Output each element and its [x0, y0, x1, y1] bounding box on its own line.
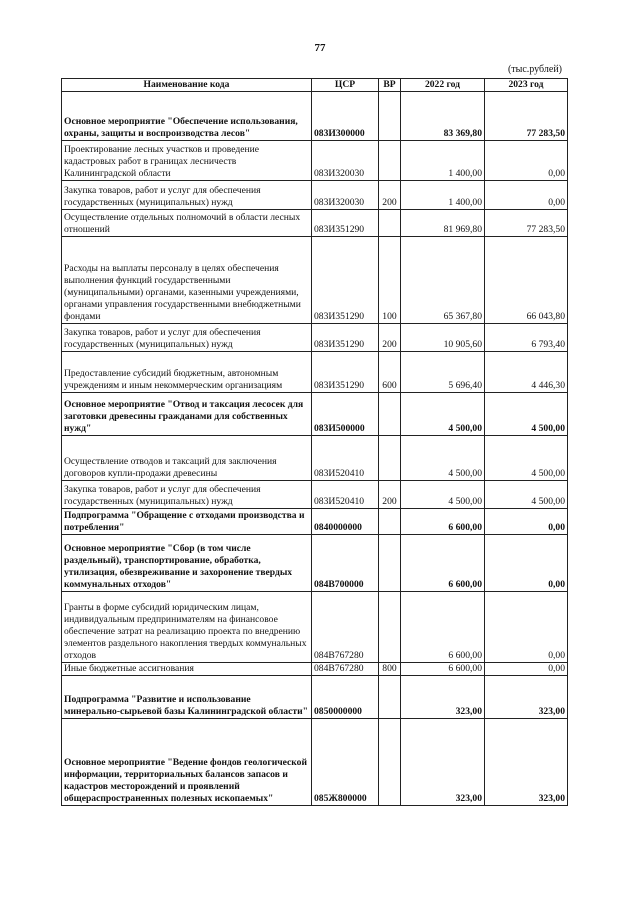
table-header-row [62, 79, 568, 92]
row-vr [379, 393, 401, 436]
row-name: Подпрограмма "Обращение с отходами производства и потребления" [62, 509, 312, 535]
row-name: Осуществление отдельных полномочий в области лесных отношений [62, 210, 312, 237]
row-2023: 4 500,00 [485, 481, 568, 509]
row-2022: 83 369,80 [401, 92, 485, 141]
units-label: (тыс.рублей) [507, 64, 562, 75]
row-vr [379, 92, 401, 141]
page-number: 77 [314, 42, 326, 54]
row-csr: 083И351290 [312, 324, 379, 352]
row-2023: 0,00 [485, 181, 568, 210]
row-vr [379, 719, 401, 806]
row-2023: 0,00 [485, 509, 568, 535]
row-name: Расходы на выплаты персоналу в целях обеспечения выполнения функций государственными (муниципальными) органами, казенными учреждениями, органами управления государственными внебюджетными фондами [62, 237, 312, 324]
table-row [62, 592, 568, 663]
row-name: Основное мероприятие "Сбор (в том числе раздельный), транспортирование, обработка, утилизация, обезвреживание и захоронение твердых коммунальных отходов" [62, 535, 312, 592]
row-name: Закупка товаров, работ и услуг для обеспечения государственных (муниципальных) нужд [62, 481, 312, 509]
row-2022: 6 600,00 [401, 509, 485, 535]
row-csr: 083И351290 [312, 352, 379, 393]
table-row [62, 436, 568, 481]
row-2022: 4 500,00 [401, 481, 485, 509]
row-2023: 0,00 [485, 592, 568, 663]
row-csr: 083И300000 [312, 92, 379, 141]
table-row [62, 676, 568, 719]
row-2023: 66 043,80 [485, 237, 568, 324]
row-vr [379, 676, 401, 719]
table-row [62, 535, 568, 592]
row-2022: 6 600,00 [401, 663, 485, 676]
table-row [62, 663, 568, 676]
row-vr: 600 [379, 352, 401, 393]
row-name: Закупка товаров, работ и услуг для обеспечения государственных (муниципальных) нужд [62, 181, 312, 210]
row-name: Иные бюджетные ассигнования [62, 663, 312, 676]
row-csr: 084В700000 [312, 535, 379, 592]
row-csr: 083И320030 [312, 141, 379, 181]
row-vr: 200 [379, 181, 401, 210]
row-vr [379, 535, 401, 592]
row-vr: 800 [379, 663, 401, 676]
row-csr: 083И500000 [312, 393, 379, 436]
row-vr [379, 141, 401, 181]
row-2023: 77 283,50 [485, 92, 568, 141]
row-2022: 6 600,00 [401, 592, 485, 663]
table-row [62, 324, 568, 352]
table-row [62, 141, 568, 181]
row-2023: 323,00 [485, 719, 568, 806]
row-csr: 083И520410 [312, 436, 379, 481]
row-csr: 083И520410 [312, 481, 379, 509]
row-name: Предоставление субсидий бюджетным, автономным учреждениям и иным некоммерческим организациям [62, 352, 312, 393]
row-2022: 10 905,60 [401, 324, 485, 352]
header-2022: 2022 год [401, 79, 485, 92]
header-name: Наименование кода [62, 79, 312, 92]
row-2022: 4 500,00 [401, 393, 485, 436]
table-row [62, 509, 568, 535]
row-name: Основное мероприятие "Обеспечение использования, охраны, защиты и воспроизводства лесов" [62, 92, 312, 141]
row-2022: 323,00 [401, 676, 485, 719]
row-2022: 1 400,00 [401, 141, 485, 181]
row-name: Основное мероприятие "Ведение фондов геологической информации, территориальных балансов запасов и кадастров месторождений и проявлений общераспространенных полезных ископаемых" [62, 719, 312, 806]
row-2023: 0,00 [485, 535, 568, 592]
row-vr: 100 [379, 237, 401, 324]
table-row [62, 237, 568, 324]
row-vr [379, 436, 401, 481]
header-2023: 2023 год [485, 79, 568, 92]
table-row [62, 352, 568, 393]
table-row [62, 210, 568, 237]
row-2023: 4 446,30 [485, 352, 568, 393]
row-2023: 6 793,40 [485, 324, 568, 352]
table-row [62, 719, 568, 806]
row-name: Осуществление отводов и таксаций для заключения договоров купли-продажи древесины [62, 436, 312, 481]
row-csr: 083И351290 [312, 210, 379, 237]
row-csr: 084В767280 [312, 592, 379, 663]
row-csr: 0850000000 [312, 676, 379, 719]
row-name: Подпрограмма "Развитие и использование минерально-сырьевой базы Калининградской области" [62, 676, 312, 719]
row-2022: 6 600,00 [401, 535, 485, 592]
row-vr: 200 [379, 324, 401, 352]
row-vr [379, 210, 401, 237]
row-2022: 4 500,00 [401, 436, 485, 481]
row-name: Основное мероприятие "Отвод и таксация лесосек для заготовки древесины гражданами для собственных нужд" [62, 393, 312, 436]
row-2023: 77 283,50 [485, 210, 568, 237]
row-2022: 1 400,00 [401, 181, 485, 210]
row-2022: 65 367,80 [401, 237, 485, 324]
row-vr [379, 592, 401, 663]
row-2023: 323,00 [485, 676, 568, 719]
header-csr: ЦСР [312, 79, 379, 92]
row-2022: 5 696,40 [401, 352, 485, 393]
table-row [62, 481, 568, 509]
row-csr: 084В767280 [312, 663, 379, 676]
row-vr [379, 509, 401, 535]
row-vr: 200 [379, 481, 401, 509]
row-2022: 323,00 [401, 719, 485, 806]
row-csr: 0840000000 [312, 509, 379, 535]
row-2023: 0,00 [485, 141, 568, 181]
row-csr: 083И351290 [312, 237, 379, 324]
row-2023: 0,00 [485, 663, 568, 676]
row-csr: 083И320030 [312, 181, 379, 210]
row-2023: 4 500,00 [485, 436, 568, 481]
header-vr: ВР [379, 79, 401, 92]
row-name: Закупка товаров, работ и услуг для обеспечения государственных (муниципальных) нужд [62, 324, 312, 352]
row-name: Гранты в форме субсидий юридическим лицам, индивидуальным предпринимателям на финансовое обеспечение затрат на реализацию проекта по внедрению элементов раздельного накопления твердых коммунальных отходов [62, 592, 312, 663]
row-2023: 4 500,00 [485, 393, 568, 436]
row-name: Проектирование лесных участков и проведение кадастровых работ в границах лесничеств Калининградской области [62, 141, 312, 181]
table-row [62, 181, 568, 210]
table-row [62, 92, 568, 141]
row-csr: 085Ж800000 [312, 719, 379, 806]
row-2022: 81 969,80 [401, 210, 485, 237]
budget-table [61, 78, 568, 806]
table-row [62, 393, 568, 436]
